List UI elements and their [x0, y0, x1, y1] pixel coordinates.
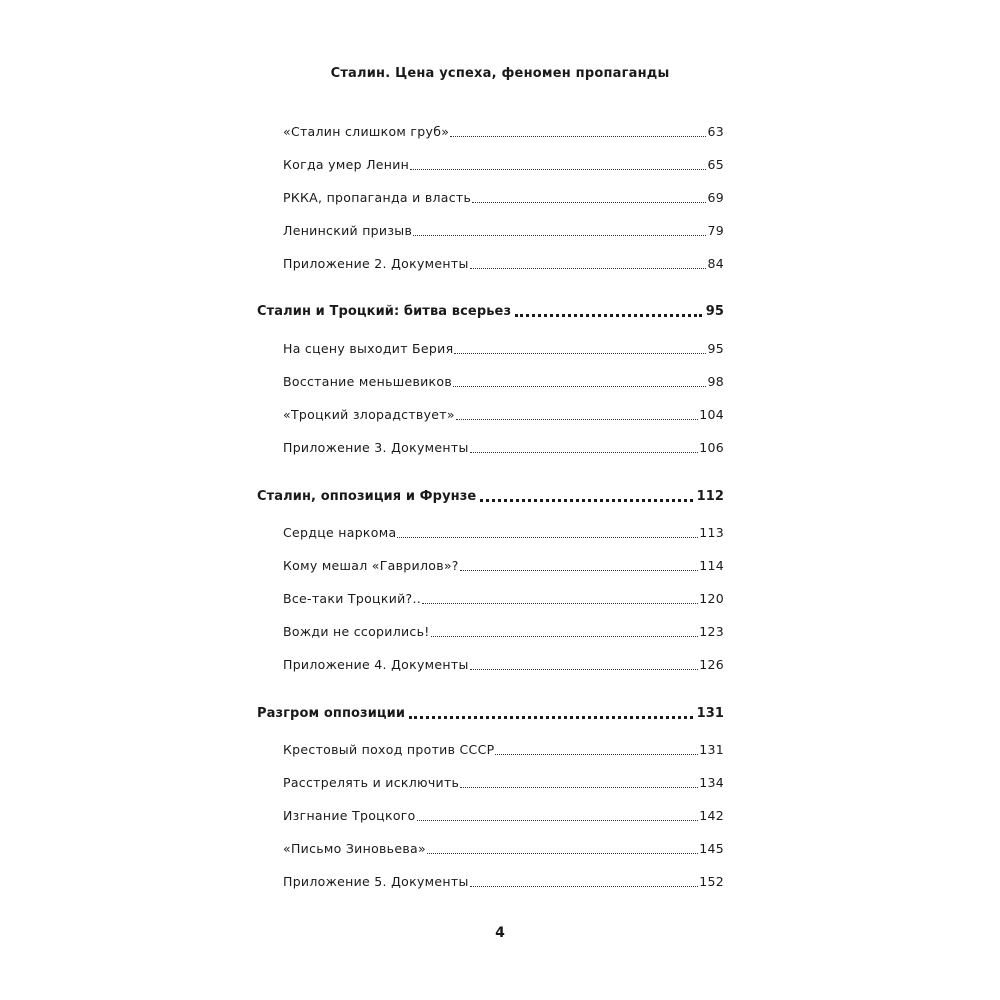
toc-dot-leader: [495, 748, 698, 755]
toc-entry-page: 106: [699, 440, 724, 455]
toc-chapter: [257, 487, 724, 507]
toc-entry-title: Приложение 2. Документы: [283, 256, 469, 271]
toc-entry-page: 95: [707, 341, 724, 356]
toc-entry: [283, 556, 724, 576]
toc-entry-title: Сердце наркома: [283, 525, 397, 540]
toc-dot-leader: [470, 262, 707, 269]
toc-entry-title: Кому мешал «Гаврилов»?: [283, 558, 459, 573]
toc-dot-leader: [410, 163, 706, 170]
toc-entry-page: 134: [699, 775, 724, 790]
toc-entry-page: 65: [707, 157, 724, 172]
toc-entry-title: «Сталин слишком груб»: [283, 124, 450, 139]
toc-dot-leader: [456, 413, 698, 420]
toc-entry-page: 79: [707, 223, 724, 238]
toc-entry: [283, 839, 724, 859]
toc-chapter-title: Сталин, оппозиция и Фрунзе: [257, 489, 477, 504]
toc-entry-page: 142: [699, 808, 724, 823]
toc-entry-title: Изгнание Троцкого: [283, 808, 416, 823]
toc-entry: [283, 188, 724, 208]
toc-chapter-title: Разгром оппозиции: [257, 706, 406, 721]
toc-entry: [283, 221, 724, 241]
toc-entry: [283, 589, 724, 609]
toc-entry-title: Приложение 5. Документы: [283, 874, 469, 889]
toc-entry: [283, 339, 724, 359]
toc-dot-leader: [397, 531, 698, 538]
toc-entry-page: 104: [699, 407, 724, 422]
toc-entry-page: 98: [707, 374, 724, 389]
toc-dot-leader: [470, 880, 699, 887]
toc-entry-page: 131: [699, 742, 724, 757]
toc-entry: [283, 405, 724, 425]
toc-chapter: [257, 302, 724, 322]
toc-entry-page: 123: [699, 624, 724, 639]
toc-entry: [283, 740, 724, 760]
toc-entry-title: Вожди не ссорились!: [283, 624, 430, 639]
toc-entry-title: Ленинский призыв: [283, 223, 413, 238]
toc-entry-page: 152: [699, 874, 724, 889]
toc-dot-leader: [472, 196, 706, 203]
toc-entry-page: 126: [699, 657, 724, 672]
toc-dot-leader: [417, 814, 699, 821]
toc-dot-leader: [409, 710, 692, 719]
toc-entry-page: 120: [699, 591, 724, 606]
toc-entry-title: «Письмо Зиновьева»: [283, 841, 426, 856]
toc-entry: [283, 438, 724, 458]
toc-entry-page: 114: [699, 558, 724, 573]
toc-chapter-page: 95: [705, 304, 724, 319]
toc-entry-page: 69: [707, 190, 724, 205]
toc-dot-leader: [470, 663, 699, 670]
toc-entry: [283, 655, 724, 675]
toc-dot-leader: [431, 630, 699, 637]
toc-entry-title: Расстрелять и исключить: [283, 775, 460, 790]
toc-entry: [283, 155, 724, 175]
toc-entry-title: На сцену выходит Берия: [283, 341, 454, 356]
toc-dot-leader: [427, 847, 698, 854]
toc-dot-leader: [480, 493, 692, 502]
toc-entry-page: 145: [699, 841, 724, 856]
toc-entry: [283, 622, 724, 642]
toc-entry-title: Все-таки Троцкий?..: [283, 591, 422, 606]
toc-entry-title: Когда умер Ленин: [283, 157, 410, 172]
toc-entry: [283, 773, 724, 793]
toc-dot-leader: [454, 347, 706, 354]
toc-chapter: [257, 704, 724, 724]
toc-entry: [283, 872, 724, 892]
toc-dot-leader: [453, 380, 706, 387]
toc-entry: [283, 372, 724, 392]
toc-dot-leader: [460, 781, 698, 788]
toc-entry-page: 63: [707, 124, 724, 139]
toc-entry: [283, 806, 724, 826]
toc-dot-leader: [515, 308, 702, 317]
toc-entry: [283, 523, 724, 543]
toc-entry-title: Приложение 3. Документы: [283, 440, 469, 455]
toc-dot-leader: [460, 564, 698, 571]
toc-entry: [283, 122, 724, 142]
toc-chapter-page: 112: [696, 489, 724, 504]
toc-entry-page: 84: [707, 256, 724, 271]
toc-entry-title: «Троцкий злорадствует»: [283, 407, 455, 422]
page-number: 4: [495, 925, 505, 941]
toc-dot-leader: [470, 446, 699, 453]
toc-chapter-page: 131: [696, 706, 724, 721]
toc-dot-leader: [422, 597, 698, 604]
toc-chapter-title: Сталин и Троцкий: битва всерьез: [257, 304, 512, 319]
toc-dot-leader: [450, 130, 706, 137]
toc-entry-title: Восстание меньшевиков: [283, 374, 453, 389]
toc-entry: [283, 254, 724, 274]
toc-dot-leader: [413, 229, 706, 236]
toc-entry-title: Крестовый поход против СССР: [283, 742, 495, 757]
toc-entry-title: РККА, пропаганда и власть: [283, 190, 472, 205]
running-title: Сталин. Цена успеха, феномен пропаганды: [330, 66, 670, 81]
toc-entry-title: Приложение 4. Документы: [283, 657, 469, 672]
toc-entry-page: 113: [699, 525, 724, 540]
